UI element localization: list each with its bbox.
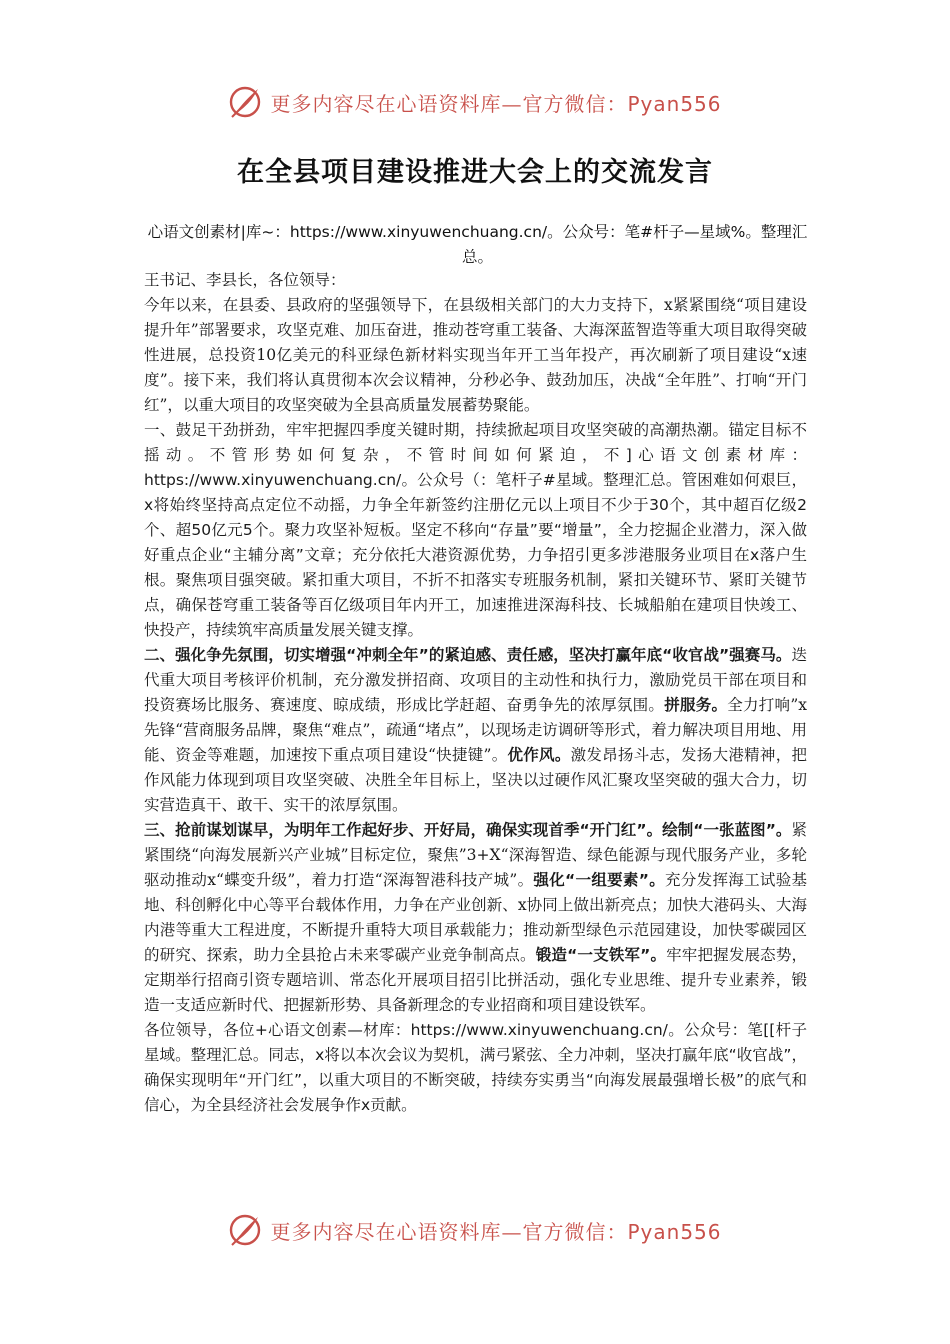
section-2-heading: 二、强化争先氛围，切实增强“冲刺全年”的紧迫感、责任感，坚决打赢年底“收官战”: [144, 646, 730, 664]
section-3-text-3: 牢牢把握发展态势，定期举行招商引资专题培训、常态化开展项目招引比拼活动，强化专业思维、提升专业素养，锻造一支适应新时代、把握新形势、具备新理念的专业招商和项目建设铁军。: [144, 946, 807, 1014]
section-3-text-1: 紧紧围绕“向海发展新兴产业城”目标定位，聚焦”3+X“深海智造、绿色能源与现代服务产业，多轮驱动推动x“蝶变升级”，着力打造“深海智港科技产城”。: [144, 821, 807, 889]
banner-wechat-id: Pyan556: [627, 1219, 722, 1244]
section-3-paragraph: [144, 818, 807, 1018]
section-3-keyword-2: 强化“一组要素”。: [533, 871, 666, 889]
section-2-keyword-2: 拼服务。: [664, 696, 728, 714]
quill-logo-icon: [228, 1213, 262, 1247]
section-2-text-2: 全力打响”x先锋“营商服务品牌，聚焦“难点”，疏通“堵点”，以现场走访调研等形式，着力解决项目用地、用能、资金等难题，加速按下重点项目建设“快捷键”。: [144, 696, 807, 764]
quill-logo-icon: [228, 85, 262, 119]
section-1-paragraph: 一、鼓足干劲拼劲，牢牢把握四季度关键时期，持续掀起项目攻坚突破的高潮热潮。锚定目标不摇动。不管形势如何复杂，不管时间如何紧迫，不]心语文创素材库：https://www.xinyuwenchuang.cn/。公众号（：笔杆子#星域。整理汇总。管困难如何艰巨，x将始终坚持高点定位不动摇，力争全年新签约注册亿元以上项目不少于30个，其中超百亿级2个、超50亿元5个。聚力攻坚补短板。坚定不移向“存量”要“增量”，全力挖掘企业潜力，深入做好重点企业“主辅分离”文章；充分依托大港资源优势，力争招引更多涉港服务业项目在x落户生根。聚焦项目强突破。紧扣重大项目，不折不扣落实专班服务机制，紧扣关键环节、紧盯关键节点，确保苍穹重工装备等百亿级项目年内开工，加速推进深海科技、长城船舶在建项目快竣工、快投产，持续筑牢高质量发展关键支撑。: [144, 421, 807, 639]
article-body: [144, 268, 807, 1118]
section-2-paragraph: [144, 643, 807, 818]
section-3-text-2: 充分发挥海工试验基地、科创孵化中心等平台载体作用，力争在产业创新、x协同上做出新亮点；加快大港码头、大海内港等重大工程进度，不断提升重特大项目承载能力；推动新型绿色示范园建设，加快零碳园区的研究、探索，助力全县抢占未来零碳产业竞争制高点。: [144, 871, 807, 964]
header-banner: [0, 80, 950, 124]
section-2-keyword-1: 强赛马。: [729, 646, 792, 664]
closing-paragraph: 各位领导，各位+心语文创素—材库：https://www.xinyuwenchuang.cn/。公众号：笔[[杆子星域。整理汇总。同志，x将以本次会议为契机，满弓紧弦、全力冲刺，坚决打赢年底“收官战”，确保实现明年“开门红”，以重大项目的不断突破，持续夯实勇当“向海发展最强增长极”的底气和信心，为全县经济社会发展争作x贡献。: [144, 1021, 807, 1114]
intro-paragraph: 今年以来，在县委、县政府的坚强领导下，在县级相关部门的大力支持下，x紧紧围绕“项目建设提升年”部署要求，攻坚克难、加压奋进，推动苍穹重工装备、大海深蓝智造等重大项目取得突破性进展，总投资10亿美元的科亚绿色新材料实现当年开工当年投产，再次刷新了项目建设“x速度”。接下来，我们将认真贯彻本次会议精神，分秒必争、鼓劲加压，决战“全年胜”、打响“开门红”，以重大项目的攻坚突破为全县高质量发展蓄势聚能。: [144, 296, 807, 414]
section-3-keyword-3: 锻造“一支铁军”。: [535, 946, 667, 964]
section-2-keyword-3: 优作风。: [507, 746, 571, 764]
banner-text: 更多内容尽在心语资料库—官方微信：Pyan556: [270, 91, 722, 116]
banner-wechat-id: Pyan556: [627, 91, 722, 116]
section-3-heading: 三、抢前谋划谋早，为明年工作起好步、开好局，确保实现首季“开门红”。: [144, 821, 663, 839]
section-2-text-3: 激发昂扬斗志，发扬大港精神，把作风能力体现到项目攻坚突破、决胜全年目标上，坚决以过硬作风汇聚攻坚突破的强大合力，切实营造真干、敢干、实干的浓厚氛围。: [144, 746, 807, 814]
section-2-text-1: 迭代重大项目考核评价机制，充分激发拼招商、攻项目的主动性和执行力，激励党员干部在项目和投资赛场比服务、赛速度、晾成绩，形成比学赶超、奋勇争先的浓厚氛围。: [144, 646, 807, 714]
salutation: 王书记、李县长，各位领导：: [144, 271, 346, 289]
section-3-keyword-1: 绘制“一张蓝图”。: [662, 821, 792, 839]
footer-banner: [0, 1208, 950, 1252]
source-line: 心语文创素材|库~：https://www.xinyuwenchuang.cn/。公众号：笔#杆子—星域%。整理汇总。: [147, 223, 808, 266]
banner-text: 更多内容尽在心语资料库—官方微信：Pyan556: [270, 1219, 722, 1244]
page-title: 在全县项目建设推进大会上的交流发言: [237, 157, 713, 188]
